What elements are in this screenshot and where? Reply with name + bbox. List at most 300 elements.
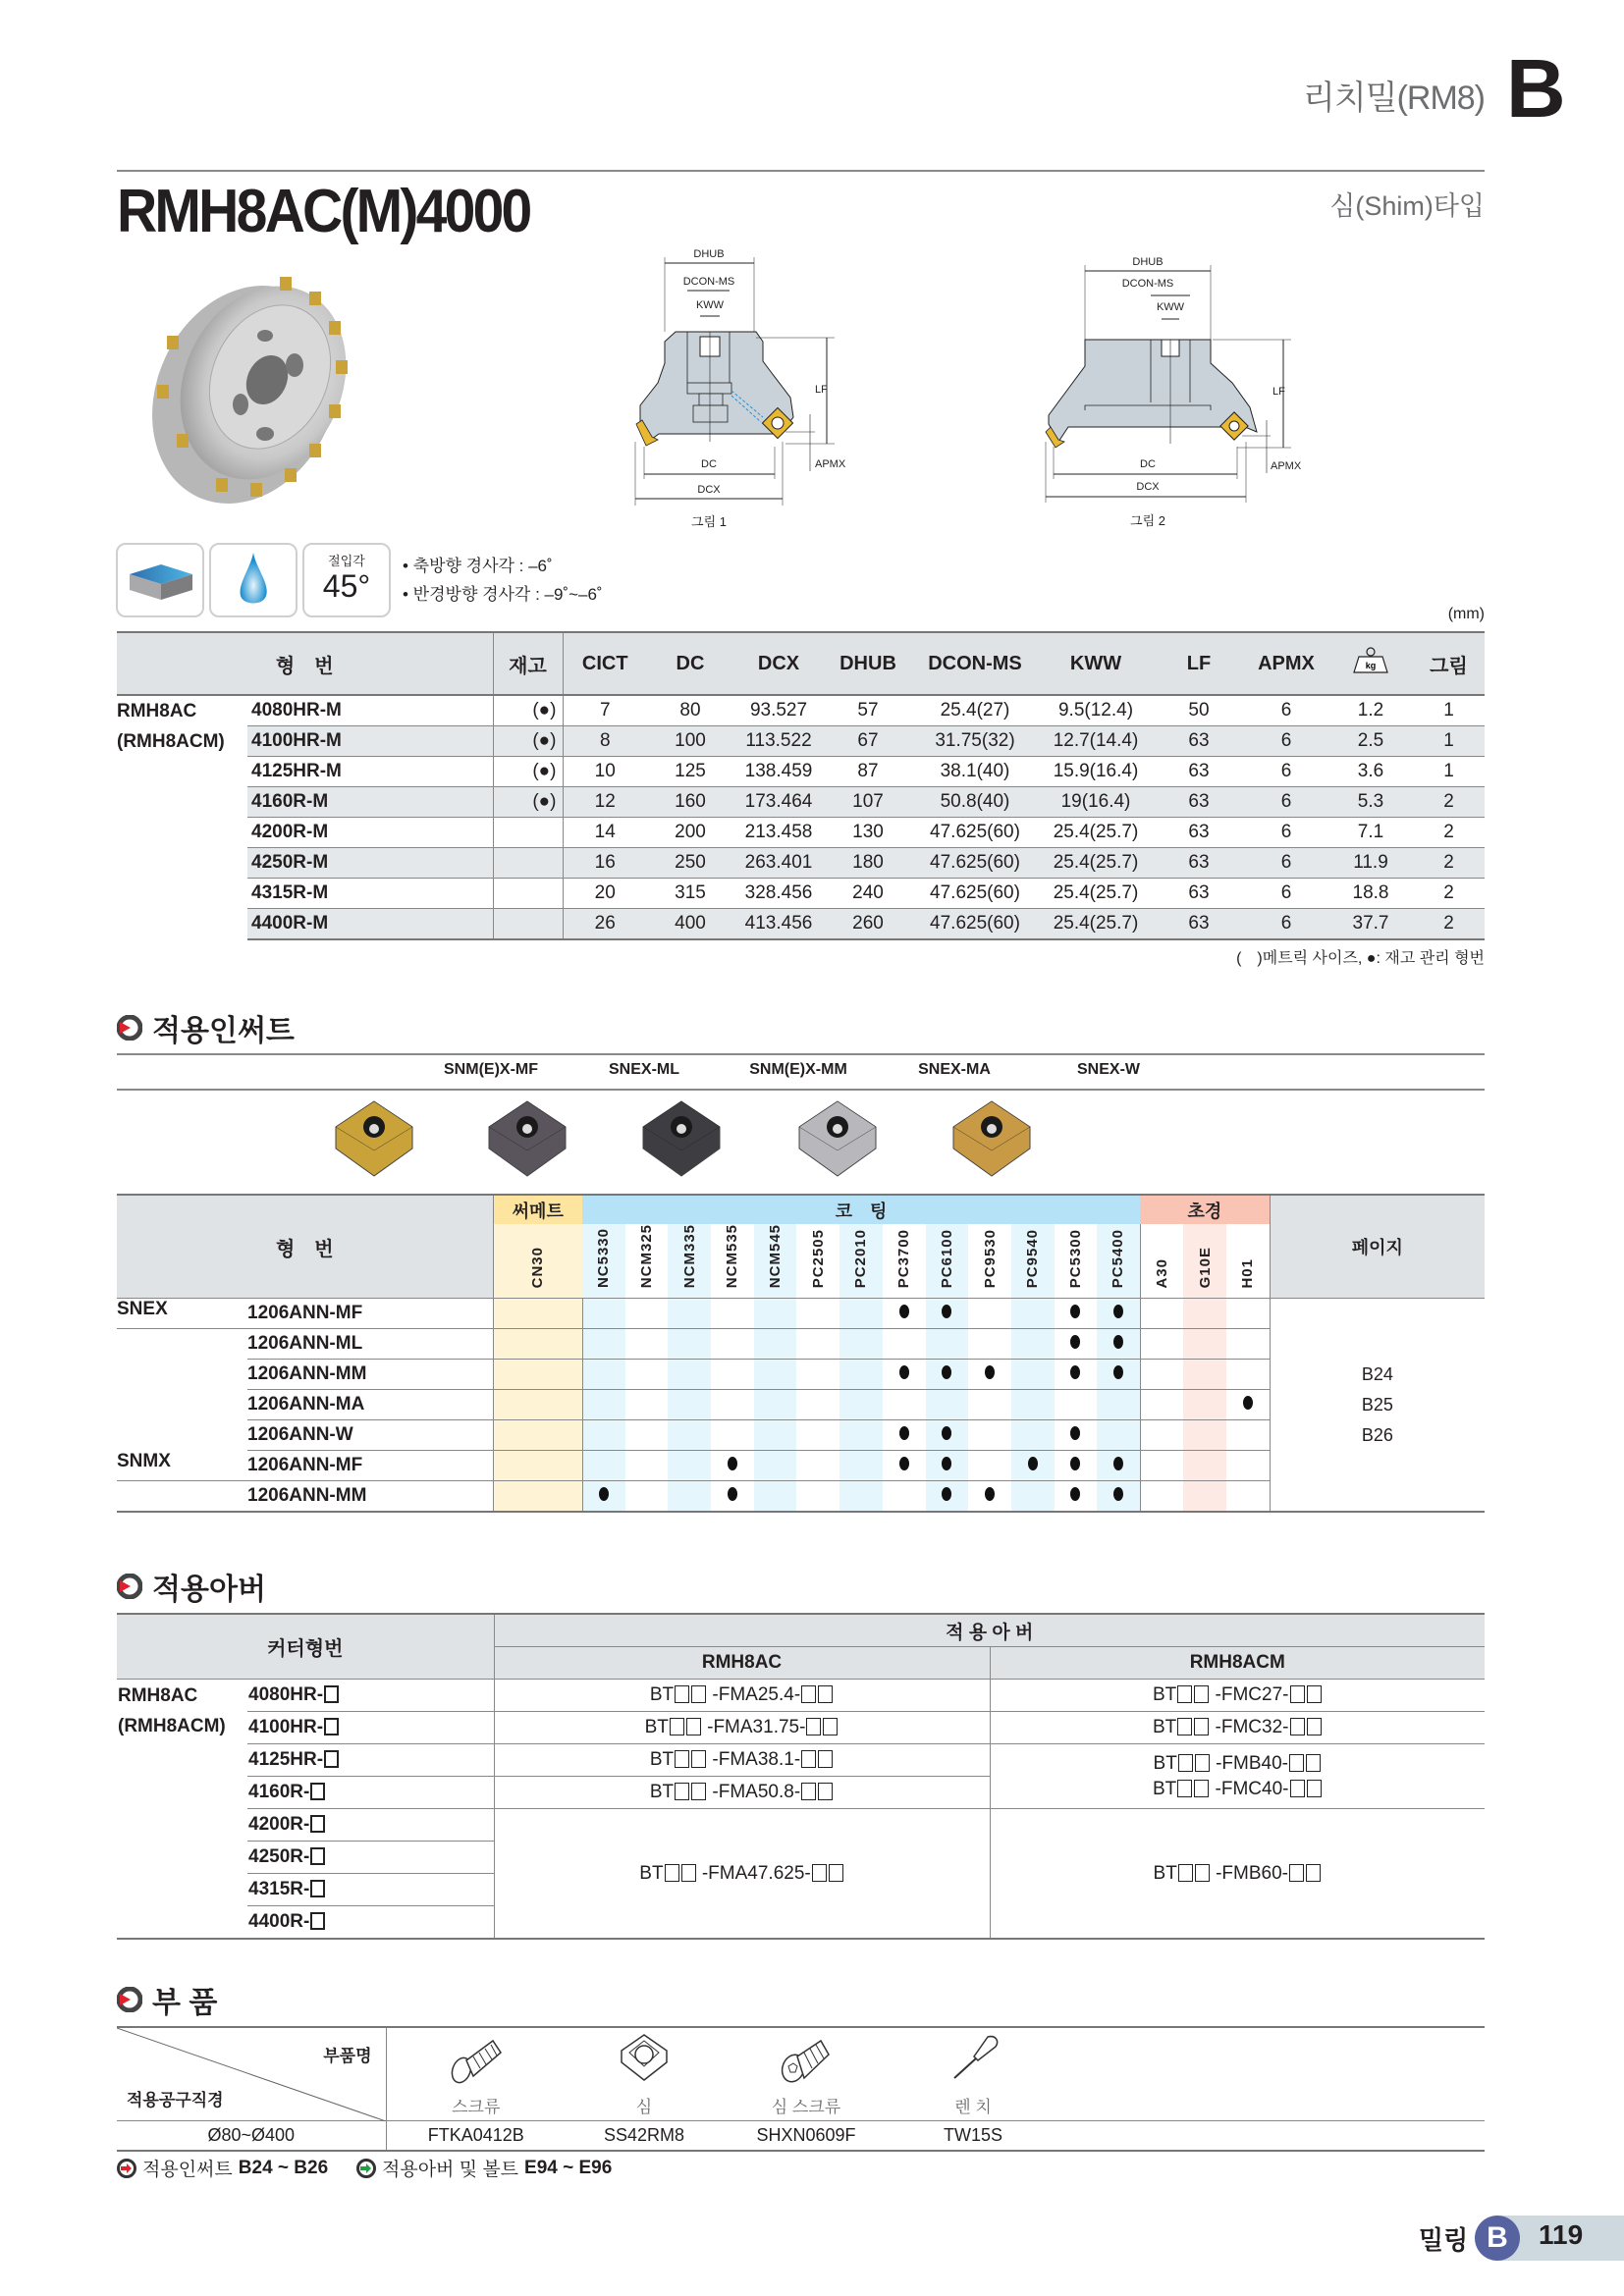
- grade-cell: [1097, 1390, 1140, 1420]
- cell-dhub: 107: [824, 787, 912, 818]
- cell-lf: 50: [1154, 695, 1244, 726]
- weight-icon: [1328, 632, 1413, 695]
- cell-kg: 37.7: [1328, 909, 1413, 940]
- part-wrench: [890, 2027, 1056, 2121]
- cell-dhub: 180: [824, 848, 912, 879]
- arbor-ac: BT -FMA50.8-: [494, 1777, 990, 1809]
- grade-cell: [926, 1481, 969, 1513]
- header-coating: 코 팅: [582, 1195, 1140, 1224]
- section-heading-arbors: [117, 1565, 266, 1608]
- shim-icon: [610, 2029, 678, 2088]
- table-row: [117, 757, 1485, 787]
- cell-dhub: 130: [824, 818, 912, 848]
- grade-cell: [1140, 1481, 1183, 1513]
- model-cell: 4250R-M: [247, 848, 493, 879]
- section-heading-inserts: [117, 1006, 295, 1049]
- part-code: FTKA0412B: [386, 2121, 566, 2151]
- weight-unit: kg: [1365, 661, 1377, 670]
- arbor-group: RMH8AC (RMH8ACM): [117, 1680, 247, 1940]
- diagram-figure-1: [628, 236, 923, 530]
- availability-dot: [899, 1305, 909, 1318]
- availability-dot: [899, 1426, 909, 1440]
- grade-cell: [582, 1360, 625, 1390]
- cell-dc: 250: [647, 848, 733, 879]
- part-code: TW15S: [890, 2121, 1056, 2151]
- parts-corner-header: [117, 2027, 386, 2121]
- header-dhub: DHUB: [824, 632, 912, 695]
- grade-cell: [796, 1360, 839, 1390]
- cell-kww: 25.4(25.7): [1038, 848, 1154, 879]
- insert-model: 1206ANN-MM: [247, 1481, 493, 1513]
- grade-cell: [493, 1451, 582, 1481]
- grade-cell: [1140, 1420, 1183, 1451]
- grade-cell: [796, 1329, 839, 1360]
- grade-cell: [711, 1360, 754, 1390]
- cell-lf: 63: [1154, 787, 1244, 818]
- grade-cell: [1011, 1481, 1055, 1513]
- grade-header: PC9530: [968, 1224, 1011, 1299]
- cell-kww: 19(16.4): [1038, 787, 1154, 818]
- availability-dot: [942, 1305, 951, 1318]
- parts-table: [117, 2026, 1485, 2152]
- cell-kg: 5.3: [1328, 787, 1413, 818]
- cell-dcon: 38.1(40): [912, 757, 1038, 787]
- cell-stock: [493, 879, 563, 909]
- grade-header: PC2010: [839, 1224, 883, 1299]
- availability-dot: [1070, 1305, 1080, 1318]
- cell-kg: 7.1: [1328, 818, 1413, 848]
- arbor-ac: BT -FMA25.4-: [494, 1680, 990, 1712]
- availability-dot: [985, 1365, 995, 1379]
- cell-dc: 160: [647, 787, 733, 818]
- coolant-drop-icon: [209, 543, 298, 617]
- cell-dc: 100: [647, 726, 733, 757]
- col-rmh8acm: RMH8ACM: [990, 1647, 1485, 1680]
- grade-cell: [1097, 1329, 1140, 1360]
- grade-cell: [1055, 1451, 1098, 1481]
- grade-cell: [493, 1299, 582, 1329]
- grade-cell: [582, 1299, 625, 1329]
- grade-cell: [711, 1329, 754, 1360]
- cell-cict: 10: [563, 757, 647, 787]
- grade-cell: [1140, 1390, 1183, 1420]
- axial-rake-note: • 축방향 경사각 : –6˚: [403, 557, 553, 575]
- grade-cell: [625, 1420, 669, 1451]
- part-code: SS42RM8: [566, 2121, 723, 2151]
- header-kww: KWW: [1038, 632, 1154, 695]
- grade-cell: [1226, 1329, 1270, 1360]
- grade-cell: [582, 1481, 625, 1513]
- grade-cell: [625, 1390, 669, 1420]
- header-dc: DC: [647, 632, 733, 695]
- wrench-icon: [939, 2029, 1007, 2088]
- cell-dcx: 93.527: [733, 695, 824, 726]
- page-link[interactable]: B26: [1361, 1424, 1393, 1445]
- cell-fig: 2: [1413, 848, 1485, 879]
- insert-group: SNEX: [117, 1299, 247, 1329]
- diagram-figure-2: [1041, 236, 1453, 530]
- cell-apmx: 6: [1244, 818, 1328, 848]
- section-heading-parts: [117, 1978, 217, 2021]
- grade-cell: [926, 1390, 969, 1420]
- grade-cell: [582, 1451, 625, 1481]
- shim-screw-icon: [772, 2029, 840, 2088]
- grade-header: A30: [1140, 1224, 1183, 1299]
- insert-group: [117, 1420, 247, 1451]
- grade-cell: [711, 1420, 754, 1451]
- insert-grade-table: [117, 1194, 1485, 1513]
- grade-header: NCM535: [711, 1224, 754, 1299]
- availability-dot: [899, 1457, 909, 1470]
- insert-model: 1206ANN-MF: [247, 1299, 493, 1329]
- model-cell: 4160R-M: [247, 787, 493, 818]
- red-arrow-icon: [117, 2159, 136, 2178]
- grade-cell: [883, 1360, 926, 1390]
- grade-cell: [668, 1299, 711, 1329]
- cutter-model: 4315R-: [247, 1874, 494, 1906]
- cell-kg: 3.6: [1328, 757, 1413, 787]
- cell-stock: (●): [493, 787, 563, 818]
- label-dcx-2: DCX: [1136, 481, 1160, 493]
- grade-cell: [839, 1329, 883, 1360]
- grade-cell: [625, 1481, 669, 1513]
- grade-cell: [1097, 1451, 1140, 1481]
- header-rule: [117, 170, 1485, 172]
- cell-lf: 63: [1154, 909, 1244, 940]
- insert-model: 1206ANN-ML: [247, 1329, 493, 1360]
- cell-kg: 11.9: [1328, 848, 1413, 879]
- grade-cell: [1140, 1299, 1183, 1329]
- grade-cell: [1097, 1299, 1140, 1329]
- grade-cell: [754, 1420, 797, 1451]
- grade-cell: [625, 1299, 669, 1329]
- section-bullet-icon: [117, 1015, 142, 1041]
- cell-dcon: 47.625(60): [912, 879, 1038, 909]
- table-row: [117, 1712, 1485, 1744]
- grade-cell: [1226, 1481, 1270, 1513]
- grade-cell: [493, 1481, 582, 1513]
- grade-cell: [883, 1299, 926, 1329]
- availability-dot: [1070, 1457, 1080, 1470]
- screw-icon: [442, 2029, 511, 2088]
- footer-section-name: 밀링: [1419, 2225, 1469, 2255]
- insert-model: 1206ANN-MA: [247, 1390, 493, 1420]
- arbor-ref-pages: E94 ~ E96: [524, 2157, 613, 2178]
- cutter-spec-table: [117, 631, 1485, 940]
- grade-cell: [1097, 1420, 1140, 1451]
- label-lf: LF: [815, 384, 828, 396]
- grade-cell: [926, 1360, 969, 1390]
- availability-dot: [1028, 1457, 1038, 1470]
- insert-type-labels: [117, 1053, 1485, 1091]
- cell-apmx: 6: [1244, 787, 1328, 818]
- insert-group: [117, 1329, 247, 1360]
- cell-cict: 16: [563, 848, 647, 879]
- grade-cell: [968, 1390, 1011, 1420]
- grade-cell: [1011, 1420, 1055, 1451]
- cell-dhub: 57: [824, 695, 912, 726]
- availability-dot: [1113, 1335, 1123, 1349]
- grade-cell: [883, 1451, 926, 1481]
- cell-kww: 25.4(25.7): [1038, 818, 1154, 848]
- availability-dot: [1070, 1426, 1080, 1440]
- section-title: 적용인써트: [152, 1015, 295, 1047]
- grade-cell: [1055, 1390, 1098, 1420]
- cell-dc: 400: [647, 909, 733, 940]
- insert-label: SNM(E)X-MM: [749, 1061, 847, 1078]
- grade-cell: [796, 1481, 839, 1513]
- header-stock: 재고: [493, 632, 563, 695]
- arbor-acm: BT -FMC32-: [990, 1712, 1485, 1744]
- grade-cell: [668, 1329, 711, 1360]
- grade-header: NCM545: [754, 1224, 797, 1299]
- diameter-header: 적용공구직경: [127, 2091, 224, 2109]
- grade-cell: [1011, 1451, 1055, 1481]
- diameter-range: Ø80~Ø400: [117, 2121, 386, 2151]
- cell-fig: 1: [1413, 757, 1485, 787]
- section-bullet-icon: [117, 1574, 142, 1599]
- page-number: 119: [1539, 2219, 1584, 2250]
- grade-cell: [625, 1360, 669, 1390]
- cell-stock: [493, 848, 563, 879]
- grade-cell: [883, 1329, 926, 1360]
- cell-apmx: 6: [1244, 848, 1328, 879]
- footer-section-badge: B: [1475, 2216, 1520, 2261]
- label-dhub: DHUB: [693, 248, 725, 260]
- cell-dcx: 213.458: [733, 818, 824, 848]
- page-references: [1270, 1299, 1485, 1513]
- label-apmx: APMX: [815, 458, 846, 470]
- insert-reference[interactable]: [117, 2155, 328, 2181]
- cermet-block-icon: [116, 543, 204, 617]
- label-dc: DC: [701, 458, 717, 470]
- grade-cell: [711, 1299, 754, 1329]
- grade-cell: [1226, 1451, 1270, 1481]
- availability-dot: [942, 1426, 951, 1440]
- availability-dot: [985, 1487, 995, 1501]
- cell-dcon: 47.625(60): [912, 848, 1038, 879]
- insert-model: 1206ANN-MM: [247, 1360, 493, 1390]
- grade-header: PC9540: [1011, 1224, 1055, 1299]
- table-row: [117, 879, 1485, 909]
- table-footnote: ( )메트릭 사이즈, ●: 재고 관리 형번: [1236, 950, 1485, 967]
- grade-cell: [839, 1360, 883, 1390]
- cell-dcx: 113.522: [733, 726, 824, 757]
- cell-dc: 80: [647, 695, 733, 726]
- grade-header: NCM335: [668, 1224, 711, 1299]
- grade-cell: [1226, 1390, 1270, 1420]
- cutter-model: 4400R-: [247, 1906, 494, 1940]
- grade-header: PC6100: [926, 1224, 969, 1299]
- grade-cell: [493, 1420, 582, 1451]
- cell-kg: 2.5: [1328, 726, 1413, 757]
- grade-cell: [968, 1481, 1011, 1513]
- label-dc-2: DC: [1140, 458, 1156, 470]
- availability-dot: [942, 1457, 951, 1470]
- label-dcon-ms-2: DCON-MS: [1121, 278, 1174, 290]
- grade-cell: [754, 1299, 797, 1329]
- grade-cell: [1011, 1299, 1055, 1329]
- cell-dhub: 87: [824, 757, 912, 787]
- cell-cict: 14: [563, 818, 647, 848]
- grade-cell: [1011, 1390, 1055, 1420]
- availability-dot: [942, 1487, 951, 1501]
- insert-group: SNMX: [117, 1451, 247, 1481]
- header-lf: LF: [1154, 632, 1244, 695]
- header-cict: CICT: [563, 632, 647, 695]
- cutter-model-header: 커터형번: [117, 1614, 494, 1680]
- grade-cell: [754, 1360, 797, 1390]
- grade-cell: [625, 1451, 669, 1481]
- grade-cell: [1055, 1329, 1098, 1360]
- cell-dhub: 240: [824, 879, 912, 909]
- cell-fig: 2: [1413, 818, 1485, 848]
- grade-cell: [1183, 1329, 1226, 1360]
- entering-angle-value: 45°: [322, 568, 371, 604]
- grade-header: NCM325: [625, 1224, 669, 1299]
- grade-cell: [1183, 1299, 1226, 1329]
- grade-cell: [668, 1451, 711, 1481]
- grade-cell: [968, 1299, 1011, 1329]
- cell-apmx: 6: [1244, 695, 1328, 726]
- arbor-acm: BT -FMB60-: [990, 1809, 1485, 1940]
- grade-cell: [1183, 1420, 1226, 1451]
- insert-label: SNEX-ML: [609, 1061, 679, 1078]
- col-rmh8ac: RMH8AC: [494, 1647, 990, 1680]
- cell-kww: 15.9(16.4): [1038, 757, 1154, 787]
- header-model: 형 번: [117, 1195, 493, 1299]
- grade-cell: [1183, 1481, 1226, 1513]
- label-lf-2: LF: [1272, 386, 1285, 398]
- grade-cell: [926, 1451, 969, 1481]
- arbor-reference[interactable]: [356, 2155, 612, 2181]
- cell-dcx: 173.464: [733, 787, 824, 818]
- insert-group: [117, 1360, 247, 1390]
- cell-dcx: 263.401: [733, 848, 824, 879]
- header-model: 형 번: [117, 632, 493, 695]
- cutter-product-image: [147, 257, 363, 512]
- insert-label: SNM(E)X-MF: [444, 1061, 538, 1078]
- cell-dcon: 47.625(60): [912, 909, 1038, 940]
- header-apmx: APMX: [1244, 632, 1328, 695]
- section-letter: B: [1506, 42, 1566, 134]
- page-link[interactable]: B25: [1361, 1394, 1393, 1415]
- grade-cell: [968, 1329, 1011, 1360]
- cell-kg: 18.8: [1328, 879, 1413, 909]
- cutter-model: 4100HR-: [247, 1712, 494, 1744]
- cell-apmx: 6: [1244, 879, 1328, 909]
- grade-cell: [968, 1451, 1011, 1481]
- grade-cell: [1055, 1360, 1098, 1390]
- grade-cell: [625, 1329, 669, 1360]
- grade-cell: [1055, 1481, 1098, 1513]
- arbor-acm: BT -FMC27-: [990, 1680, 1485, 1712]
- insert-ref-label: 적용인써트: [142, 2160, 233, 2180]
- label-kww: KWW: [695, 299, 725, 311]
- header-figure: 그림: [1413, 632, 1485, 695]
- insert-image: [637, 1097, 726, 1181]
- cutter-model: 4080HR-: [247, 1680, 494, 1712]
- cell-dc: 200: [647, 818, 733, 848]
- grade-header: NC5330: [582, 1224, 625, 1299]
- grade-cell: [1226, 1360, 1270, 1390]
- grade-header: G10E: [1183, 1224, 1226, 1299]
- table-row: [117, 818, 1485, 848]
- grade-cell: [839, 1451, 883, 1481]
- grade-cell: [711, 1451, 754, 1481]
- availability-dot: [1070, 1335, 1080, 1349]
- grade-cell: [796, 1451, 839, 1481]
- cutter-model: 4160R-: [247, 1777, 494, 1809]
- section-title: 부 품: [152, 1987, 218, 2019]
- cell-dhub: 67: [824, 726, 912, 757]
- cell-fig: 2: [1413, 787, 1485, 818]
- cell-dcx: 413.456: [733, 909, 824, 940]
- part-name: 심 스크류: [771, 2098, 841, 2116]
- arbor-ac: BT -FMA31.75-: [494, 1712, 990, 1744]
- cell-cict: 20: [563, 879, 647, 909]
- grade-cell: [839, 1299, 883, 1329]
- cell-stock: (●): [493, 695, 563, 726]
- grade-cell: [493, 1360, 582, 1390]
- part-code: SHXN0609F: [723, 2121, 890, 2151]
- label-dhub-2: DHUB: [1132, 256, 1164, 268]
- cell-stock: [493, 818, 563, 848]
- arbor-ac: BT -FMA38.1-: [494, 1744, 990, 1777]
- cell-fig: 2: [1413, 909, 1485, 940]
- radial-rake-note: • 반경방향 경사각 : –9˚~–6˚: [403, 585, 603, 604]
- label-apmx-2: APMX: [1271, 460, 1302, 472]
- availability-dot: [1113, 1305, 1123, 1318]
- grade-cell: [796, 1420, 839, 1451]
- part-shim: [566, 2027, 723, 2121]
- label-dcx: DCX: [697, 484, 721, 496]
- figure-2-caption: 그림 2: [1130, 513, 1165, 528]
- availability-dot: [1113, 1457, 1123, 1470]
- arbor-ac: BT -FMA47.625-: [494, 1809, 990, 1940]
- cell-dcx: 138.459: [733, 757, 824, 787]
- entering-angle-label: 절입각: [328, 554, 365, 568]
- cutter-model: 4250R-: [247, 1842, 494, 1874]
- subtype-label: 심(Shim)타입: [1329, 191, 1485, 221]
- page-link[interactable]: B24: [1361, 1363, 1393, 1384]
- grade-cell: [754, 1390, 797, 1420]
- arbor-table: [117, 1613, 1485, 1940]
- cell-kww: 12.7(14.4): [1038, 726, 1154, 757]
- table-row: [117, 695, 1485, 726]
- arbor-acm: BT -FMB40- BT -FMC40-: [990, 1744, 1485, 1809]
- grade-header: PC3700: [883, 1224, 926, 1299]
- model-cell: 4080HR-M: [247, 695, 493, 726]
- cutter-model: 4125HR-: [247, 1744, 494, 1777]
- part-shim-screw: [723, 2027, 890, 2121]
- insert-image: [793, 1097, 882, 1181]
- cell-apmx: 6: [1244, 726, 1328, 757]
- grade-cell: [493, 1390, 582, 1420]
- cell-dc: 125: [647, 757, 733, 787]
- section-bullet-icon: [117, 1987, 142, 2012]
- availability-dot: [1070, 1365, 1080, 1379]
- rake-angle-notes: [403, 552, 603, 609]
- cell-stock: (●): [493, 757, 563, 787]
- grade-cell: [1183, 1451, 1226, 1481]
- cell-apmx: 6: [1244, 909, 1328, 940]
- grade-cell: [668, 1360, 711, 1390]
- cell-cict: 8: [563, 726, 647, 757]
- cell-cict: 12: [563, 787, 647, 818]
- green-arrow-icon: [356, 2159, 376, 2178]
- grade-cell: [754, 1481, 797, 1513]
